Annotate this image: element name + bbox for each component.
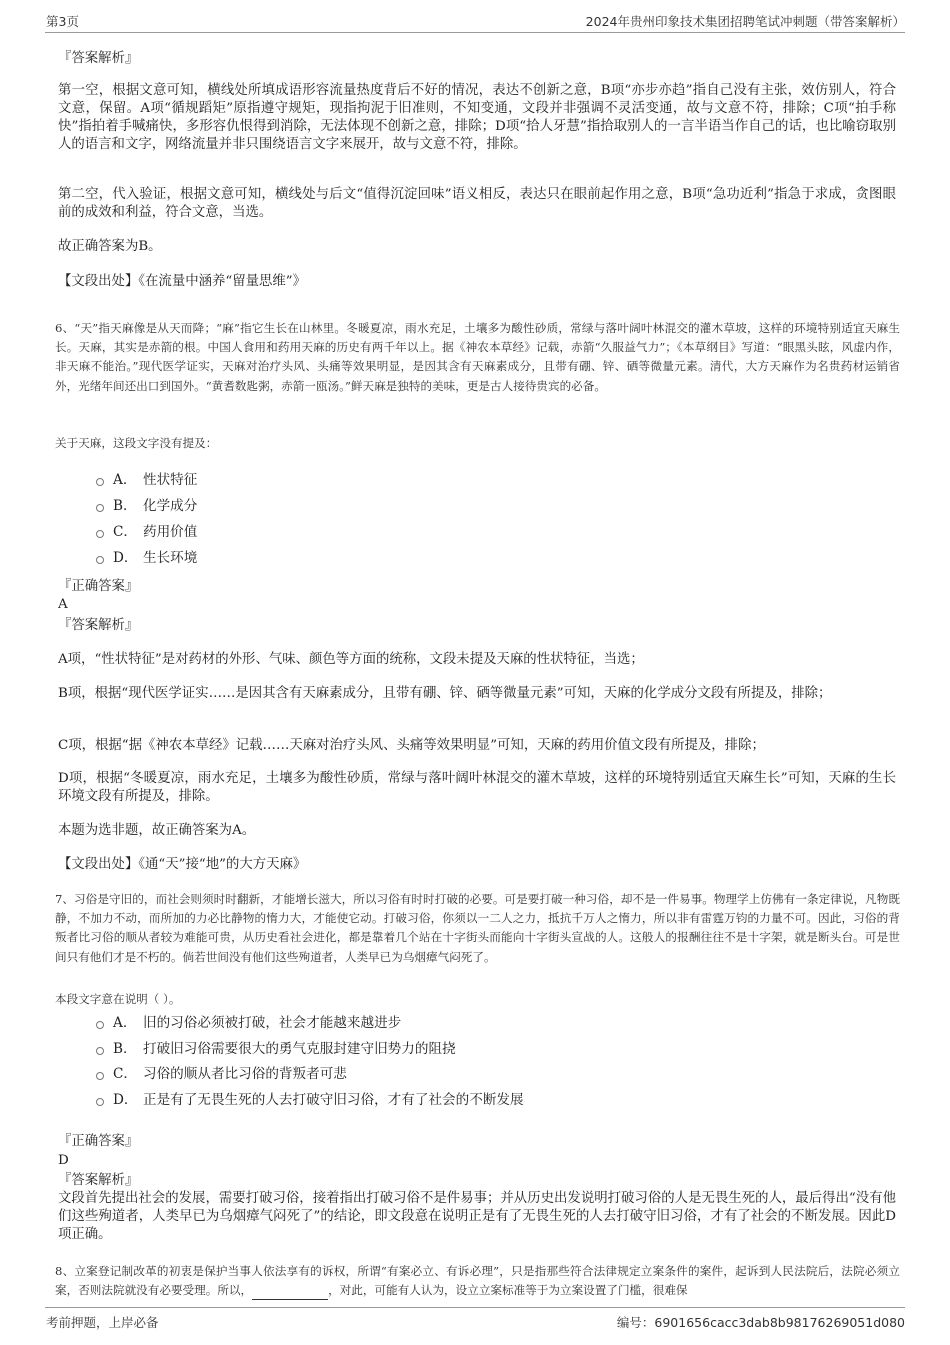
q6-stem: 6、“天”指天麻像是从天而降；“麻”指它生长在山林里。冬暖夏凉，雨水充足，土壤多为酸性砂质，常绿与落叶阔叶林混交的灌木草坡，这样的环境特别适宜天麻生长。天麻，其实是赤箭的根。中国人食用和药用天麻的历史有两千年以上。据《神农本草经》记载，赤箭“久服益气力”；《本草纲目》写道：“眼黑头眩，风虚内作，非天麻不能治。”现代医学证实，天麻对治疗头风、头痛等效果明显，是因其含有天麻素成分，且带有硼、锌、硒等微量元素。清代，大方天麻作为名贵药材运销省外，光绪年间还出口到国外。“黄耆数匙粥，赤箭一瓯汤。”鲜天麻是独特的美味，更是古人接待贵宾的必备。 — [55, 321, 900, 393]
document-code: 编号：6901656cacc3dab8b98176269051d080 — [616, 1315, 905, 1330]
q6-option-b[interactable]: B． 化学成分 — [96, 497, 197, 515]
footer-slogan: 考前押题，上岸必备 — [46, 1315, 159, 1330]
header-divider — [45, 32, 905, 33]
radio-icon[interactable] — [96, 530, 104, 538]
footer-divider — [45, 1307, 905, 1308]
q7-option-d[interactable]: D． 正是有了无畏生死的人去打破守旧习俗，才有了社会的不断发展 — [96, 1091, 524, 1109]
q6-analysis-label: 『答案解析』 — [58, 618, 139, 633]
q6-option-a[interactable]: A． 性状特征 — [96, 471, 197, 489]
q5-analysis-para1: 第一空，根据文意可知，横线处所填成语形容流量热度背后不好的情况，表达不创新之意，B项“亦步亦趋”指自己没有主张，效仿别人，符合文意，保留。A项“循规蹈矩”原指遵守规矩，现指拘泥于旧准则，不知变通，文段并非强调不灵活变通，故与文意不符，排除；C项“拍手称快”指拍着手喊痛快，多形容仇恨得到消除，无法体现不创新之意，排除；D项“拾人牙慧”指拾取别人的一言半语当作自己的话，也比喻窃取别人的语言和文字，网络流量并非只围绕语言文字来展开，故与文意不符，排除。 — [58, 83, 896, 152]
q6-analysis-d: D项，根据“冬暖夏凉，雨水充足，土壤多为酸性砂质，常绿与落叶阔叶林混交的灌木草坡，这样的环境特别适宜天麻生长”可知，天麻的生长环境文段有所提及，排除。 — [58, 771, 896, 804]
q6-answer-label: 『正确答案』 — [58, 579, 139, 594]
q7-option-b[interactable]: B． 打破旧习俗需要很大的勇气克服封建守旧势力的阻挠 — [96, 1040, 456, 1058]
q5-conclusion: 故正确答案为B。 — [58, 239, 162, 254]
document-title: 2024年贵州印象技术集团招聘笔试冲刺题（带答案解析） — [585, 14, 905, 29]
radio-icon[interactable] — [96, 556, 104, 564]
q6-question: 关于天麻，这段文字没有提及： — [55, 436, 218, 450]
q7-question: 本段文字意在说明（ ）。 — [55, 992, 181, 1006]
q5-analysis-label: 『答案解析』 — [58, 51, 139, 66]
q6-analysis-a: A项，“性状特征”是对药材的外形、气味、颜色等方面的统称，文段未提及天麻的性状特征，当选； — [58, 652, 644, 667]
q5-analysis-para2: 第二空，代入验证，根据文意可知，横线处与后文“值得沉淀回味”语义相反，表达只在眼前起作用之意，B项“急功近利”指急于求成，贪图眼前的成效和利益，符合文意，当选。 — [58, 187, 896, 220]
q7-analysis: 文段首先提出社会的发展，需要打破习俗，接着指出打破习俗不是件易事；并从历史出发说明打破习俗的人是无畏生死的人，最后得出“没有他们这些殉道者，人类早已为乌烟瘴气闷死了”的结论，即文段意在说明正是有了无畏生死的人去打破守旧习俗，才有了社会的不断发展。因此D项正确。 — [58, 1191, 896, 1242]
q6-analysis-c: C项，根据“据《神农本草经》记载……天麻对治疗头风、头痛等效果明显”可知，天麻的药用价值文段有所提及，排除； — [58, 738, 765, 753]
radio-icon[interactable] — [96, 1072, 104, 1080]
q7-answer: D — [58, 1153, 69, 1168]
q8-stem: 8、立案登记制改革的初衷是保护当事人依法享有的诉权，所谓“有案必立、有诉必理”，只是指那些符合法律规定立案条件的案件，起诉到人民法院后，法院必须立案，否则法院就没有必要受理。所以， ，对此，可能有人认为，设立立案标准等于为立案设置了门槛，很难保 — [55, 1262, 900, 1300]
q7-stem: 7、习俗是守旧的，而社会则须时时翻新，才能增长滋大，所以习俗有时时打破的必要。可是要打破一种习俗，却不是一件易事。物理学上仿佛有一条定律说，凡物既静，不加力不动，而所加的力必比静物的惰力大，才能使它动。打破习俗，你须以一二人之力，抵抗千万人之惰力，所以非有雷霆万钧的力量不可。因此，习俗的背叛者比习俗的顺从者较为难能可贵，从历史看社会进化，都是靠着几个站在十字街头而能向十字街头宣战的人。这般人的报酬往往不是十字架，就是断头台。可是世间只有他们才是不朽的。倘若世间没有他们这些殉道者，人类早已为乌烟瘴气闷死了。 — [55, 892, 900, 964]
radio-icon[interactable] — [96, 478, 104, 486]
q6-option-d[interactable]: D． 生长环境 — [96, 549, 197, 567]
q5-source: 【文段出处】《在流量中涵养“留量思维”》 — [58, 274, 307, 289]
q6-source: 【文段出处】《通“天”接“地”的大方天麻》 — [58, 857, 307, 872]
q6-analysis-b: B项，根据“现代医学证实……是因其含有天麻素成分，且带有硼、锌、硒等微量元素”可知，天麻的化学成分文段有所提及，排除； — [58, 686, 832, 701]
q6-conclusion: 本题为选非题，故正确答案为A。 — [58, 823, 256, 838]
radio-icon[interactable] — [96, 1021, 104, 1029]
radio-icon[interactable] — [96, 1098, 104, 1106]
q7-analysis-label: 『答案解析』 — [58, 1173, 139, 1188]
q7-option-c[interactable]: C． 习俗的顺从者比习俗的背叛者可悲 — [96, 1065, 347, 1083]
page-number: 第3页 — [46, 14, 79, 29]
q7-answer-label: 『正确答案』 — [58, 1134, 139, 1149]
q6-option-c[interactable]: C． 药用价值 — [96, 523, 197, 541]
q7-option-a[interactable]: A． 旧的习俗必须被打破，社会才能越来越进步 — [96, 1014, 401, 1032]
fill-in-blank[interactable] — [252, 1286, 328, 1300]
radio-icon[interactable] — [96, 504, 104, 512]
q6-answer: A — [58, 597, 68, 612]
radio-icon[interactable] — [96, 1047, 104, 1055]
